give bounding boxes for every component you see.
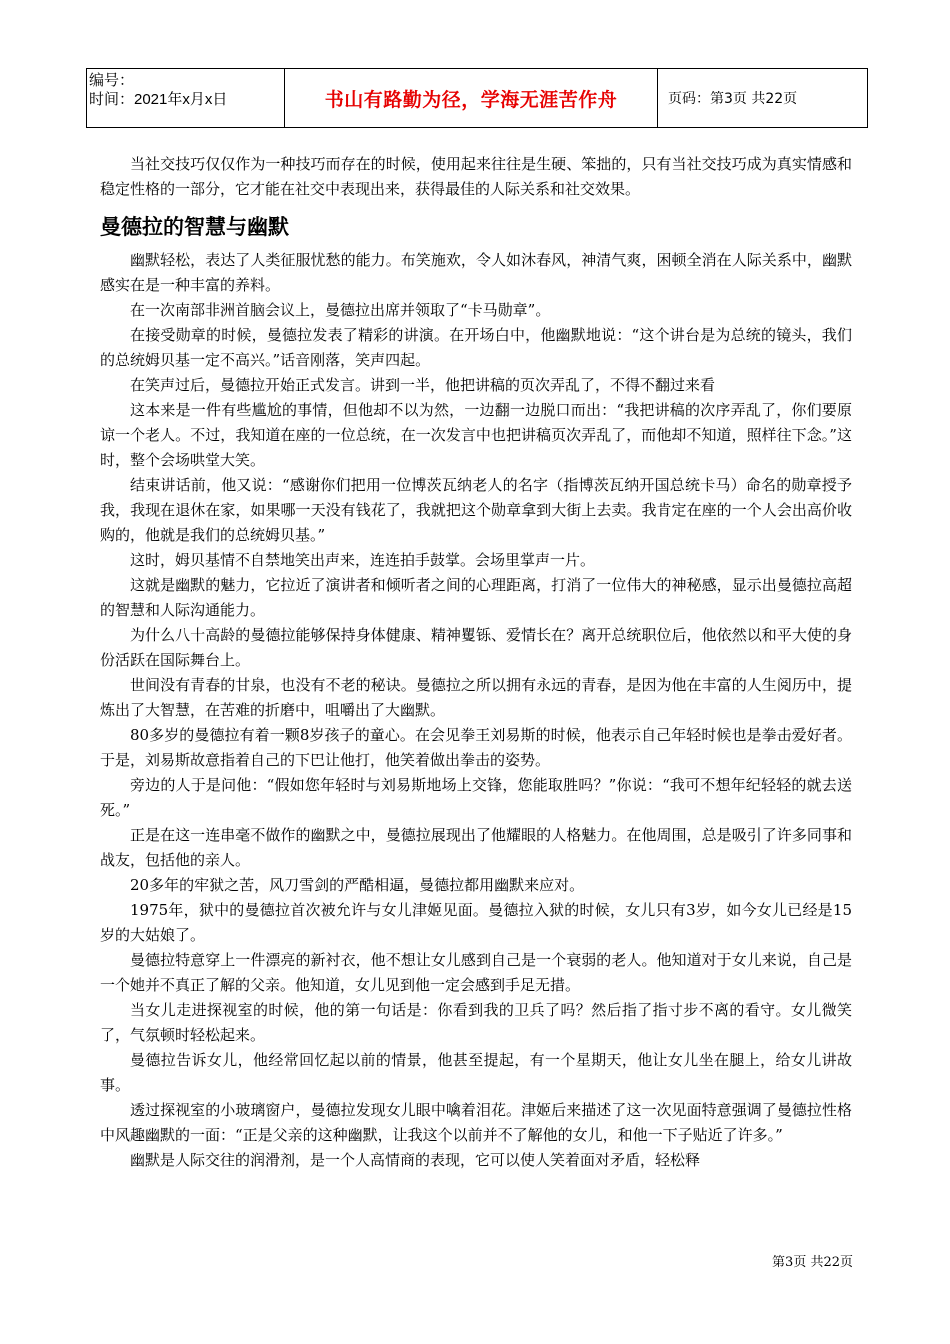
body-paragraph: 80多岁的曼德拉有着一颗8岁孩子的童心。在会见拳王刘易斯的时候，他表示自己年轻时候也是拳击爱好者。于是，刘易斯故意指着自己的下巴让他打，他笑着做出拳击的姿势。 — [100, 726, 852, 769]
header-page-info: 页码：第3页 共22页 — [668, 91, 798, 107]
body-paragraph: 透过探视室的小玻璃窗户，曼德拉发现女儿眼中噙着泪花。津姬后来描述了这一次见面特意强调了曼德拉性格中风趣幽默的一面：“正是父亲的这种幽默，让我这个以前并不了解他的女儿，和他一下子贴近了许多。” — [100, 1101, 852, 1144]
body-paragraph: 20多年的牢狱之苦，风刀雪剑的严酷相逼，曼德拉都用幽默来应对。 — [130, 876, 585, 894]
page-header — [86, 68, 868, 128]
body-paragraph: 为什么八十高龄的曼德拉能够保持身体健康、精神矍铄、爱情长在？离开总统职位后，他依然以和平大使的身份活跃在国际舞台上。 — [100, 626, 852, 669]
body-paragraph: 在笑声过后，曼德拉开始正式发言。讲到一半，他把讲稿的页次弄乱了，不得不翻过来看 — [130, 376, 716, 394]
body-paragraph: 这本来是一件有些尴尬的事情，但他却不以为然，一边翻一边脱口而出：“我把讲稿的次序弄乱了，你们要原谅一个老人。不过，我知道在座的一位总统，在一次发言中也把讲稿页次弄乱了，而他却不知道，照样往下念。”这时，整个会场哄堂大笑。 — [100, 401, 852, 469]
body-paragraph: 在接受勋章的时候，曼德拉发表了精彩的讲演。在开场白中，他幽默地说：“这个讲台是为总统的镜头，我们的总统姆贝基一定不高兴。”话音刚落，笑声四起。 — [100, 326, 852, 369]
body-paragraph: 这就是幽默的魅力，它拉近了演讲者和倾听者之间的心理距离，打消了一位伟大的神秘感，显示出曼德拉高超的智慧和人际沟通能力。 — [100, 576, 852, 619]
body-paragraph: 当女儿走进探视室的时候，他的第一句话是：你看到我的卫兵了吗？然后指了指寸步不离的看守。女儿微笑了，气氛顿时轻松起来。 — [100, 1001, 852, 1044]
time-label: 时间：2021年x月x日 — [89, 91, 228, 108]
intro-paragraph: 当社交技巧仅仅作为一种技巧而存在的时候，使用起来往往是生硬、笨拙的，只有当社交技巧成为真实情感和稳定性格的一部分，它才能在社交中表现出来，获得最佳的人际关系和社交效果。 — [100, 155, 852, 198]
body-paragraph: 正是在这一连串毫不做作的幽默之中，曼德拉展现出了他耀眼的人格魅力。在他周围，总是吸引了许多同事和战友，包括他的亲人。 — [100, 826, 852, 869]
body-paragraph: 曼德拉特意穿上一件漂亮的新衬衣，他不想让女儿感到自己是一个衰弱的老人。他知道对于女儿来说，自己是一个她并不真正了解的父亲。他知道，女儿见到他一定会感到手足无措。 — [100, 951, 852, 994]
body-paragraph: 世间没有青春的甘泉，也没有不老的秘诀。曼德拉之所以拥有永远的青春，是因为他在丰富的人生阅历中，提炼出了大智慧，在苦难的折磨中，咀嚼出了大幽默。 — [100, 676, 852, 719]
document-body — [100, 152, 852, 1173]
header-meta — [87, 69, 285, 127]
body-paragraph: 幽默轻松，表达了人类征服忧愁的能力。布笑施欢，令人如沐春风，神清气爽，困顿全消在人际关系中，幽默感实在是一种丰富的养料。 — [100, 251, 852, 294]
body-paragraph: 1975年，狱中的曼德拉首次被允许与女儿津姬见面。曼德拉入狱的时候，女儿只有3岁，如今女儿已经是15岁的大姑娘了。 — [100, 901, 852, 944]
body-paragraph: 旁边的人于是问他：“假如您年轻时与刘易斯地场上交锋，您能取胜吗？”你说：“我可不想年纪轻轻的就去送死。” — [100, 776, 852, 819]
number-label: 编号： — [89, 72, 135, 89]
body-paragraph: 结束讲话前，他又说：“感谢你们把用一位博茨瓦纳老人的名字（指博茨瓦纳开国总统卡马）命名的勋章授予我，我现在退休在家，如果哪一天没有钱花了，我就把这个勋章拿到大街上去卖。我肯定在座的一个人会出高价收购的，他就是我们的总统姆贝基。” — [100, 476, 852, 544]
body-paragraph: 幽默是人际交往的润滑剂，是一个人高情商的表现，它可以使人笑着面对矛盾，轻松释 — [130, 1151, 701, 1169]
header-motto: 书山有路勤为径，学海无涯苦作舟 — [285, 69, 658, 127]
body-paragraph: 在一次南部非洲首脑会议上，曼德拉出席并领取了“卡马勋章”。 — [130, 301, 551, 319]
body-paragraph: 这时，姆贝基情不自禁地笑出声来，连连拍手鼓掌。会场里掌声一片。 — [130, 551, 596, 569]
body-paragraph: 曼德拉告诉女儿，他经常回忆起以前的情景，他甚至提起，有一个星期天，他让女儿坐在腿上，给女儿讲故事。 — [100, 1051, 852, 1094]
section-title: 曼德拉的智慧与幽默 — [100, 215, 289, 239]
page-footer: 第3页 共22页 — [772, 1255, 853, 1270]
